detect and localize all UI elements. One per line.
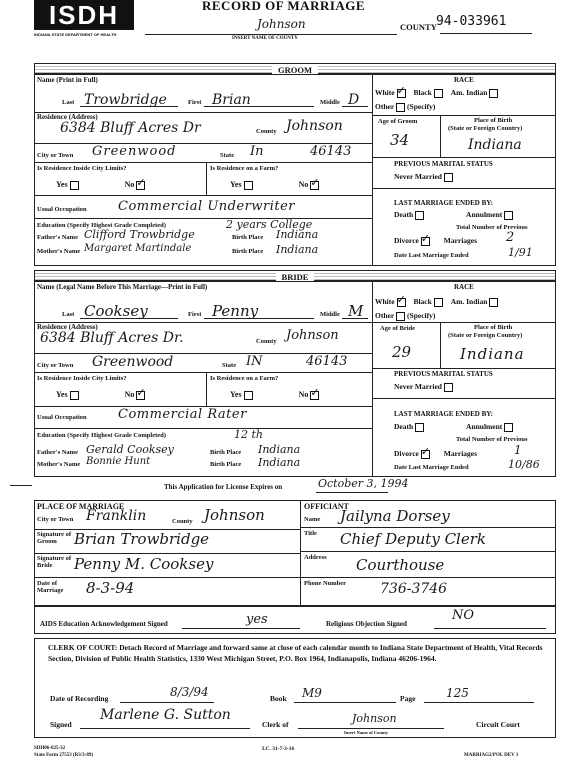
groom-pob-sub: (State or Foreign Country)	[448, 125, 523, 132]
bride-education: 12 th	[234, 428, 263, 441]
bride-title: BRIDE	[276, 272, 315, 282]
aids-label: AIDS Education Acknowledgement Signed	[40, 620, 168, 628]
county-caption: INSERT NAME OF COUNTY	[232, 36, 298, 41]
clerk-of-label: Clerk of	[262, 720, 289, 729]
bride-farm-yes-checkbox[interactable]	[244, 391, 253, 400]
isdh-logo	[34, 0, 134, 40]
sig-bride: Penny M. Cooksey	[74, 555, 214, 573]
groom-age: 34	[390, 131, 410, 149]
logo-mark: ISDH	[34, 0, 134, 30]
bride-white-checkbox[interactable]	[397, 298, 406, 307]
groom-name-label: Name (Print in Full)	[37, 76, 98, 84]
groom-county: Johnson	[286, 118, 343, 134]
groom-state: In	[250, 144, 264, 159]
signed-label: Signed	[50, 720, 72, 729]
groom-city-yes-checkbox[interactable]	[70, 181, 79, 190]
expires-value: October 3, 1994	[318, 477, 409, 490]
bride-marriages-count: 1	[514, 443, 522, 457]
form-title: RECORD OF MARRIAGE	[202, 0, 366, 13]
groom-divorce-label: Divorce	[394, 236, 419, 245]
groom-date-last-ended: 1/91	[508, 246, 533, 259]
bride-farm-yes-label: Yes	[230, 390, 242, 399]
sig-groom: Brian Trowbridge	[74, 530, 210, 548]
bride-total-prev-label: Total Number of Previous	[456, 436, 528, 443]
groom-occupation-label: Usual Occupation	[37, 206, 87, 213]
page-label: Page	[400, 694, 416, 703]
bride-other-checkbox[interactable]	[396, 312, 405, 321]
groom-father-birthplace-label: Birth Place	[232, 234, 264, 241]
bride-mother: Bonnie Hunt	[86, 456, 151, 467]
bride-county: Johnson	[286, 328, 339, 343]
clerk-of-value: Johnson	[352, 712, 397, 725]
officiant-name-label: Name	[304, 516, 321, 523]
bride-father-birthplace-label: Birth Place	[210, 449, 242, 456]
bride-pob: Indiana	[460, 345, 525, 363]
clerk-signature: Marlene G. Sutton	[100, 707, 231, 723]
footer-form-id: SDH06-025-32	[34, 746, 66, 751]
groom-occupation: Commercial Underwriter	[118, 199, 296, 214]
groom-marriages-label: Marriages	[443, 236, 478, 245]
bride-never-married-checkbox[interactable]	[444, 383, 453, 392]
date-recording-label: Date of Recording	[50, 694, 109, 703]
sig-bride-label: Signature of Bride	[37, 555, 72, 569]
groom-name-row	[36, 88, 372, 108]
bride-age: 29	[392, 343, 412, 361]
bride-race-label: RACE	[454, 283, 474, 291]
groom-never-married-label: Never Married	[394, 172, 442, 181]
sig-groom-label: Signature of Groom	[37, 531, 72, 545]
logo-caption: INDIANA STATE DEPARTMENT OF HEALTH	[34, 32, 117, 37]
ceremony-city-label: City or Town	[37, 516, 74, 523]
clerk-of-caption: Insert Name of County	[344, 730, 389, 735]
bride-farm-no-checkbox[interactable]	[310, 391, 319, 400]
county-value: Johnson	[257, 17, 306, 31]
bride-amindian-label: Am. Indian	[450, 297, 488, 306]
groom-father-birthplace: Indiana	[276, 228, 319, 241]
bride-pob-label: Place of Birth	[474, 324, 513, 331]
bride-mother-label: Mother's Name	[37, 461, 81, 468]
bride-city-no-checkbox[interactable]	[136, 391, 145, 400]
officiant-name: Jailyna Dorsey	[340, 507, 450, 525]
bride-city-yes-checkbox[interactable]	[70, 391, 79, 400]
groom-city-yes-label: Yes	[56, 180, 68, 189]
bride-name-row	[36, 300, 372, 320]
groom-never-married-checkbox[interactable]	[444, 173, 453, 182]
bride-death-label: Death	[394, 422, 414, 431]
county-label: COUNTY	[400, 22, 437, 32]
bride-state-label: State	[222, 362, 237, 369]
groom-farm-label: Is Residence on a Farm?	[210, 165, 279, 172]
religious-label: Religious Objection Signed	[326, 620, 407, 628]
groom-city-no-label: No	[124, 180, 135, 189]
groom-education: 2 years College	[226, 218, 313, 231]
bride-state: IN	[246, 354, 263, 369]
groom-father: Clifford Trowbridge	[84, 228, 195, 241]
groom-education-label: Education (Specify Highest Grade Completed)	[37, 222, 166, 229]
footer-ic: I.C. 31-7-3-16	[262, 746, 295, 752]
groom-farm-no-checkbox[interactable]	[310, 181, 319, 190]
bride-zip: 46143	[306, 354, 348, 369]
groom-annulment-label: Annulment	[466, 210, 503, 219]
bride-city-no-label: No	[124, 390, 135, 399]
groom-black-label: Black	[413, 88, 432, 97]
bride-other-label: Other	[375, 311, 395, 320]
clerk-instructions: CLERK OF COURT: Detach Record of Marriage and forward same at close of each calendar month to Indiana State Department of Health, Vital Records Section, Division of Public Health Statistics, 1330 West Michigan Street, P.O. Box 1964, Indianapolis, Indiana 46206-1964.	[48, 643, 543, 663]
groom-father-label: Father's Name	[37, 234, 78, 241]
record-number: 94-033961	[436, 14, 507, 29]
bride-age-label: Age of Bride	[380, 325, 416, 332]
groom-mother-birthplace-label: Birth Place	[232, 248, 264, 255]
bride-date-last-ended: 10/86	[508, 458, 540, 471]
groom-pob: Indiana	[468, 137, 522, 153]
groom-bar	[34, 63, 556, 74]
bride-name-label: Name (Legal Name Before This Marriage—Print in Full)	[37, 283, 208, 291]
bride-annulment-label: Annulment	[466, 422, 503, 431]
date-recording: 8/3/94	[170, 685, 209, 699]
groom-zip: 46143	[310, 144, 352, 159]
bride-farm-no-label: No	[298, 390, 309, 399]
book-label: Book	[270, 694, 287, 703]
bride-city: Greenwood	[92, 354, 174, 370]
bride-city-label: City or Town	[37, 362, 74, 369]
bride-white-label: White	[375, 297, 395, 306]
county-line	[145, 14, 397, 35]
groom-mother-birthplace: Indiana	[276, 243, 319, 256]
groom-inside-city-label: Is Residence Inside City Limits?	[37, 165, 127, 172]
groom-last-ended-label: LAST MARRIAGE ENDED BY:	[394, 199, 493, 207]
bride-occupation-label: Usual Occupation	[37, 414, 87, 421]
groom-amindian-label: Am. Indian	[450, 88, 488, 97]
bride-divorce-checkbox[interactable]	[421, 450, 430, 459]
groom-farm-no-label: No	[298, 180, 309, 189]
bride-farm-label: Is Residence on a Farm?	[210, 375, 279, 382]
bride-black-checkbox[interactable]	[434, 298, 443, 307]
bride-prev-status-label: PREVIOUS MARITAL STATUS	[394, 370, 493, 378]
phone-label: Phone Number	[304, 580, 347, 587]
ceremony-county-label: County	[172, 518, 193, 525]
bride-bar	[34, 270, 556, 281]
bride-middle-name: M	[348, 302, 364, 320]
bride-residence: 6384 Bluff Acres Dr.	[40, 330, 184, 346]
groom-other-checkbox[interactable]	[396, 103, 405, 112]
bride-father: Gerald Cooksey	[86, 443, 174, 456]
groom-city-label: City or Town	[37, 152, 74, 159]
groom-title: GROOM	[272, 65, 318, 75]
groom-divorce-checkbox[interactable]	[421, 237, 430, 246]
groom-first-label: First	[188, 99, 202, 106]
groom-mother-label: Mother's Name	[37, 248, 81, 255]
bride-amindian-checkbox[interactable]	[489, 298, 498, 307]
bride-death-checkbox[interactable]	[415, 423, 424, 432]
ceremony-date: 8-3-94	[86, 579, 135, 597]
bride-father-label: Father's Name	[37, 449, 78, 456]
bride-education-label: Education (Specify Highest Grade Completed)	[37, 432, 166, 439]
groom-annulment-checkbox[interactable]	[504, 211, 513, 220]
groom-city: Greenwood	[92, 144, 177, 159]
aids-value: yes	[246, 612, 268, 627]
groom-residence-label: Residence (Address)	[37, 113, 98, 121]
groom-farm-yes-checkbox[interactable]	[244, 181, 253, 190]
bride-last-name: Cooksey	[84, 302, 148, 320]
bride-date-last-ended-label: Date Last Marriage Ended	[394, 464, 469, 471]
bride-residence-label: Residence (Address)	[37, 323, 98, 331]
bride-last-ended-label: LAST MARRIAGE ENDED BY:	[394, 410, 493, 418]
groom-white-checkbox[interactable]	[397, 89, 406, 98]
bride-black-label: Black	[413, 297, 432, 306]
expires-label: This Application for License Expires on	[164, 483, 283, 491]
place-label: PLACE OF MARRIAGE	[37, 502, 125, 511]
officiant-title-label: Title	[304, 530, 317, 537]
bride-never-married-label: Never Married	[394, 382, 442, 391]
bride-mother-birthplace-label: Birth Place	[210, 461, 242, 468]
ceremony-date-label: Date of Marriage	[37, 580, 64, 594]
groom-mother: Margaret Martindale	[84, 243, 192, 254]
groom-marriages-count: 2	[506, 230, 515, 245]
record-number-line	[440, 32, 532, 34]
groom-county-label: County	[256, 128, 277, 135]
bride-first-label: First	[188, 311, 202, 318]
bride-pob-sub: (State or Foreign Country)	[448, 332, 523, 339]
bride-city-yes-label: Yes	[56, 390, 68, 399]
circuit-court: Circuit Court	[476, 720, 520, 729]
groom-last-name: Trowbridge	[84, 92, 167, 108]
ceremony-city: Franklin	[86, 508, 147, 524]
groom-death-checkbox[interactable]	[415, 211, 424, 220]
bride-marriages-label: Marriages	[443, 449, 478, 458]
bride-father-birthplace: Indiana	[258, 443, 301, 456]
groom-other-label: Other	[375, 102, 395, 111]
groom-prev-status-label: PREVIOUS MARITAL STATUS	[394, 160, 493, 168]
groom-first-name: Brian	[212, 92, 251, 108]
bride-first-name: Penny	[212, 302, 259, 320]
bride-middle-label: Middle	[320, 311, 340, 318]
groom-specify-label: (Specify)	[407, 102, 436, 111]
bride-annulment-checkbox[interactable]	[504, 423, 513, 432]
bride-inside-city-label: Is Residence Inside City Limits?	[37, 375, 127, 382]
bride-county-label: County	[256, 338, 277, 345]
groom-state-label: State	[220, 152, 235, 159]
groom-farm-yes-label: Yes	[230, 180, 242, 189]
groom-pob-label: Place of Birth	[474, 117, 513, 124]
ceremony-county: Johnson	[204, 506, 265, 524]
page-value: 125	[446, 686, 469, 700]
footer-state-form: State Form 27553 (R3/3-89)	[34, 753, 94, 758]
groom-black-checkbox[interactable]	[434, 89, 443, 98]
groom-age-label: Age of Groom	[378, 118, 418, 125]
groom-total-prev-label: Total Number of Previous	[456, 224, 528, 231]
religious-value: NO	[452, 608, 475, 623]
officiant-title: Chief Deputy Clerk	[340, 530, 486, 548]
groom-residence: 6384 Bluff Acres Dr	[60, 120, 201, 136]
officiant-label: OFFICIANT	[304, 502, 349, 511]
groom-middle-label: Middle	[320, 99, 340, 106]
groom-race-label: RACE	[454, 76, 474, 84]
footer-right-code: MARRIAG2/POL DEV 1	[464, 753, 519, 758]
groom-last-label: Last	[62, 99, 75, 106]
groom-death-label: Death	[394, 210, 414, 219]
groom-city-no-checkbox[interactable]	[136, 181, 145, 190]
groom-amindian-checkbox[interactable]	[489, 89, 498, 98]
phone-value: 736-3746	[380, 581, 448, 597]
groom-middle-name: D	[348, 92, 360, 108]
groom-date-last-ended-label: Date Last Marriage Ended	[394, 252, 469, 259]
bride-last-label: Last	[62, 311, 75, 318]
bride-specify-label: (Specify)	[407, 311, 436, 320]
groom-white-label: White	[375, 88, 395, 97]
book-value: M9	[302, 686, 322, 700]
bride-divorce-label: Divorce	[394, 449, 419, 458]
bride-occupation: Commercial Rater	[118, 407, 247, 422]
officiant-address-label: Address	[304, 554, 327, 561]
bride-mother-birthplace: Indiana	[258, 456, 301, 469]
officiant-address: Courthouse	[356, 556, 445, 574]
